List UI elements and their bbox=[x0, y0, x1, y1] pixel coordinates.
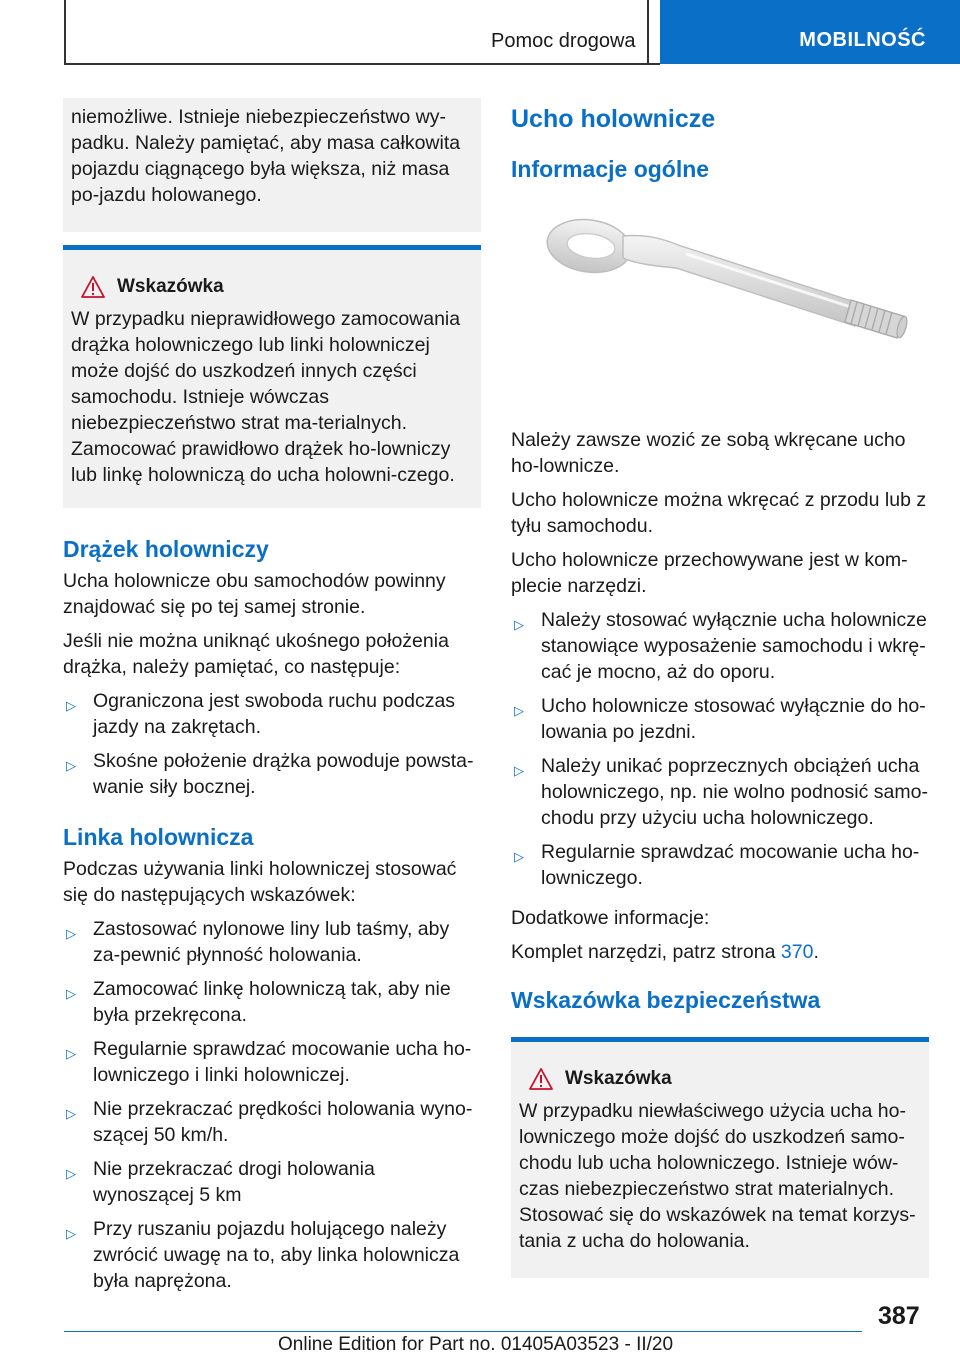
section-heading-linka: Linka holownicza bbox=[63, 824, 254, 850]
intro-note-box bbox=[63, 98, 481, 232]
section-heading-drazek: Drążek holowniczy bbox=[63, 536, 269, 562]
warning-title-label-2: Wskazówka bbox=[565, 1068, 672, 1089]
list-item bbox=[63, 1036, 481, 1088]
warning-title-label-1: Wskazówka bbox=[117, 276, 224, 297]
section-heading-safety: Wskazówka bezpieczeństwa bbox=[511, 987, 821, 1013]
triangle-bullet-icon: ▷ bbox=[66, 986, 76, 1001]
triangle-bullet-icon: ▷ bbox=[66, 698, 76, 713]
drazek-paragraph-2: Jeśli nie można uniknąć ukośnego położenia drążka, należy pamiętać, co następuje: bbox=[63, 630, 449, 678]
drazek-paragraph-1: Ucha holownicze obu samochodów powinny znajdować się po tej samej stronie. bbox=[63, 570, 446, 618]
list-item bbox=[63, 916, 481, 968]
triangle-bullet-icon: ▷ bbox=[514, 617, 524, 632]
linka-list bbox=[63, 916, 481, 1294]
footer-edition-text: Online Edition for Part no. 01405A03523 - II/20 bbox=[278, 1334, 674, 1355]
warning-title-1 bbox=[81, 276, 473, 298]
list-item-text: Należy unikać poprzecznych obciążeń ucha holowniczego, np. nie wolno podnosić samo-chodu przy użyciu ucha holowniczego. bbox=[541, 755, 928, 829]
header-left-rule bbox=[64, 0, 66, 64]
toolkit-ref-prefix: Komplet narzędzi, patrz strona bbox=[511, 941, 781, 963]
left-column bbox=[63, 98, 481, 1302]
warning-triangle-icon bbox=[529, 1068, 553, 1090]
general-paragraph-4: Dodatkowe informacje: bbox=[511, 907, 710, 929]
list-item-text: Zamocować linkę holowniczą tak, aby nie była przekręcona. bbox=[93, 978, 451, 1026]
linka-paragraph-1: Podczas używania linki holowniczej stosować się do następujących wskazówek: bbox=[63, 858, 457, 906]
triangle-bullet-icon: ▷ bbox=[66, 758, 76, 773]
toolkit-ref-suffix: . bbox=[813, 941, 819, 963]
list-item-text: Ograniczona jest swoboda ruchu podczas jazdy na zakrętach. bbox=[93, 690, 456, 738]
list-item-text: Należy stosować wyłącznie ucha holownicze stanowiące wyposażenie samochodu i wkrę-cać je mocno, aż do oporu. bbox=[541, 609, 927, 683]
list-item-text: Skośne położenie drążka powoduje powsta-wanie siły bocznej. bbox=[93, 750, 474, 798]
chapter-heading-ucho: Ucho holownicze bbox=[511, 105, 716, 133]
list-item bbox=[63, 1216, 481, 1294]
list-item bbox=[511, 693, 929, 745]
list-item-text: Ucho holownicze stosować wyłącznie do ho-lowania po jezdni. bbox=[541, 695, 926, 743]
warning-title-2 bbox=[529, 1068, 921, 1090]
list-item bbox=[511, 607, 929, 685]
header-chapter-label: MOBILNOŚĆ bbox=[799, 29, 926, 51]
right-column bbox=[511, 98, 929, 1278]
triangle-bullet-icon: ▷ bbox=[66, 926, 76, 941]
list-item-text: Nie przekraczać prędkości holowania wyno-szącej 50 km/h. bbox=[93, 1098, 473, 1146]
list-item bbox=[63, 1156, 481, 1208]
list-item bbox=[63, 688, 481, 740]
triangle-bullet-icon: ▷ bbox=[514, 763, 524, 778]
header-separator bbox=[647, 0, 649, 64]
page-370-link[interactable]: 370 bbox=[780, 941, 814, 963]
list-item-text: Przy ruszaniu pojazdu holującego należy zwrócić uwagę na to, aby linka holownicza była naprężona. bbox=[93, 1218, 460, 1292]
list-item bbox=[63, 1096, 481, 1148]
warning-text-2: W przypadku niewłaściwego użycia ucha ho-lowniczego może dojść do uszkodzeń samo-chodu lub ucha holowniczego. Istnieje wów-czas niebezpieczeństwo strat materialnych. Stosować się do wskazówek na temat korzys-tania z ucha do holowania. bbox=[519, 1100, 916, 1252]
section-heading-general: Informacje ogólne bbox=[511, 156, 710, 182]
general-paragraph-5 bbox=[511, 939, 929, 965]
drazek-list bbox=[63, 688, 481, 800]
warning-triangle-icon bbox=[81, 276, 105, 298]
general-paragraph-1: Należy zawsze wozić ze sobą wkręcane ucho ho-lownicze. bbox=[511, 429, 906, 477]
header-chapter-tab[interactable] bbox=[660, 0, 960, 64]
list-item-text: Regularnie sprawdzać mocowanie ucha ho-lowniczego. bbox=[541, 841, 920, 889]
general-paragraph-3: Ucho holownicze przechowywane jest w kom-plecie narzędzi. bbox=[511, 549, 908, 597]
list-item-text: Nie przekraczać drogi holowania wynoszącej 5 km bbox=[93, 1158, 375, 1206]
footer-rule bbox=[64, 1331, 862, 1332]
list-item bbox=[511, 753, 929, 831]
header-section-title: Pomoc drogowa bbox=[491, 30, 636, 52]
general-list bbox=[511, 607, 929, 891]
triangle-bullet-icon: ▷ bbox=[66, 1226, 76, 1241]
intro-note-text: niemożliwe. Istnieje niebezpieczeństwo wy-padku. Należy pamiętać, aby masa całkowita pojazdu ciągnącego była większa, niż masa po-jazdu holowanego. bbox=[71, 106, 461, 206]
list-item bbox=[511, 839, 929, 891]
triangle-bullet-icon: ▷ bbox=[66, 1046, 76, 1061]
warning-box-1 bbox=[63, 245, 481, 508]
triangle-bullet-icon: ▷ bbox=[514, 849, 524, 864]
towing-eye-illustration bbox=[511, 196, 929, 406]
list-item-text: Regularnie sprawdzać mocowanie ucha ho-lowniczego i linki holowniczej. bbox=[93, 1038, 472, 1086]
page-number: 387 bbox=[878, 1302, 920, 1330]
triangle-bullet-icon: ▷ bbox=[66, 1166, 76, 1181]
triangle-bullet-icon: ▷ bbox=[66, 1106, 76, 1121]
header-bottom-rule bbox=[64, 63, 660, 65]
list-item bbox=[63, 748, 481, 800]
list-item bbox=[63, 976, 481, 1028]
warning-box-2 bbox=[511, 1037, 929, 1278]
list-item-text: Zastosować nylonowe liny lub taśmy, aby za-pewnić płynność holowania. bbox=[93, 918, 450, 966]
thread-group bbox=[845, 300, 903, 338]
general-paragraph-2: Ucho holownicze można wkręcać z przodu lub z tyłu samochodu. bbox=[511, 489, 927, 537]
warning-text-1: W przypadku nieprawidłowego zamocowania drążka holowniczego lub linki holowniczej może dojść do uszkodzeń innych części samochodu. Istnieje wówczas niebezpieczeństwo strat ma-terialnych. Zamocować prawidłowo drążek ho-lowniczy lub linkę holowniczą do ucha holowni-czego. bbox=[71, 308, 461, 486]
triangle-bullet-icon: ▷ bbox=[514, 703, 524, 718]
